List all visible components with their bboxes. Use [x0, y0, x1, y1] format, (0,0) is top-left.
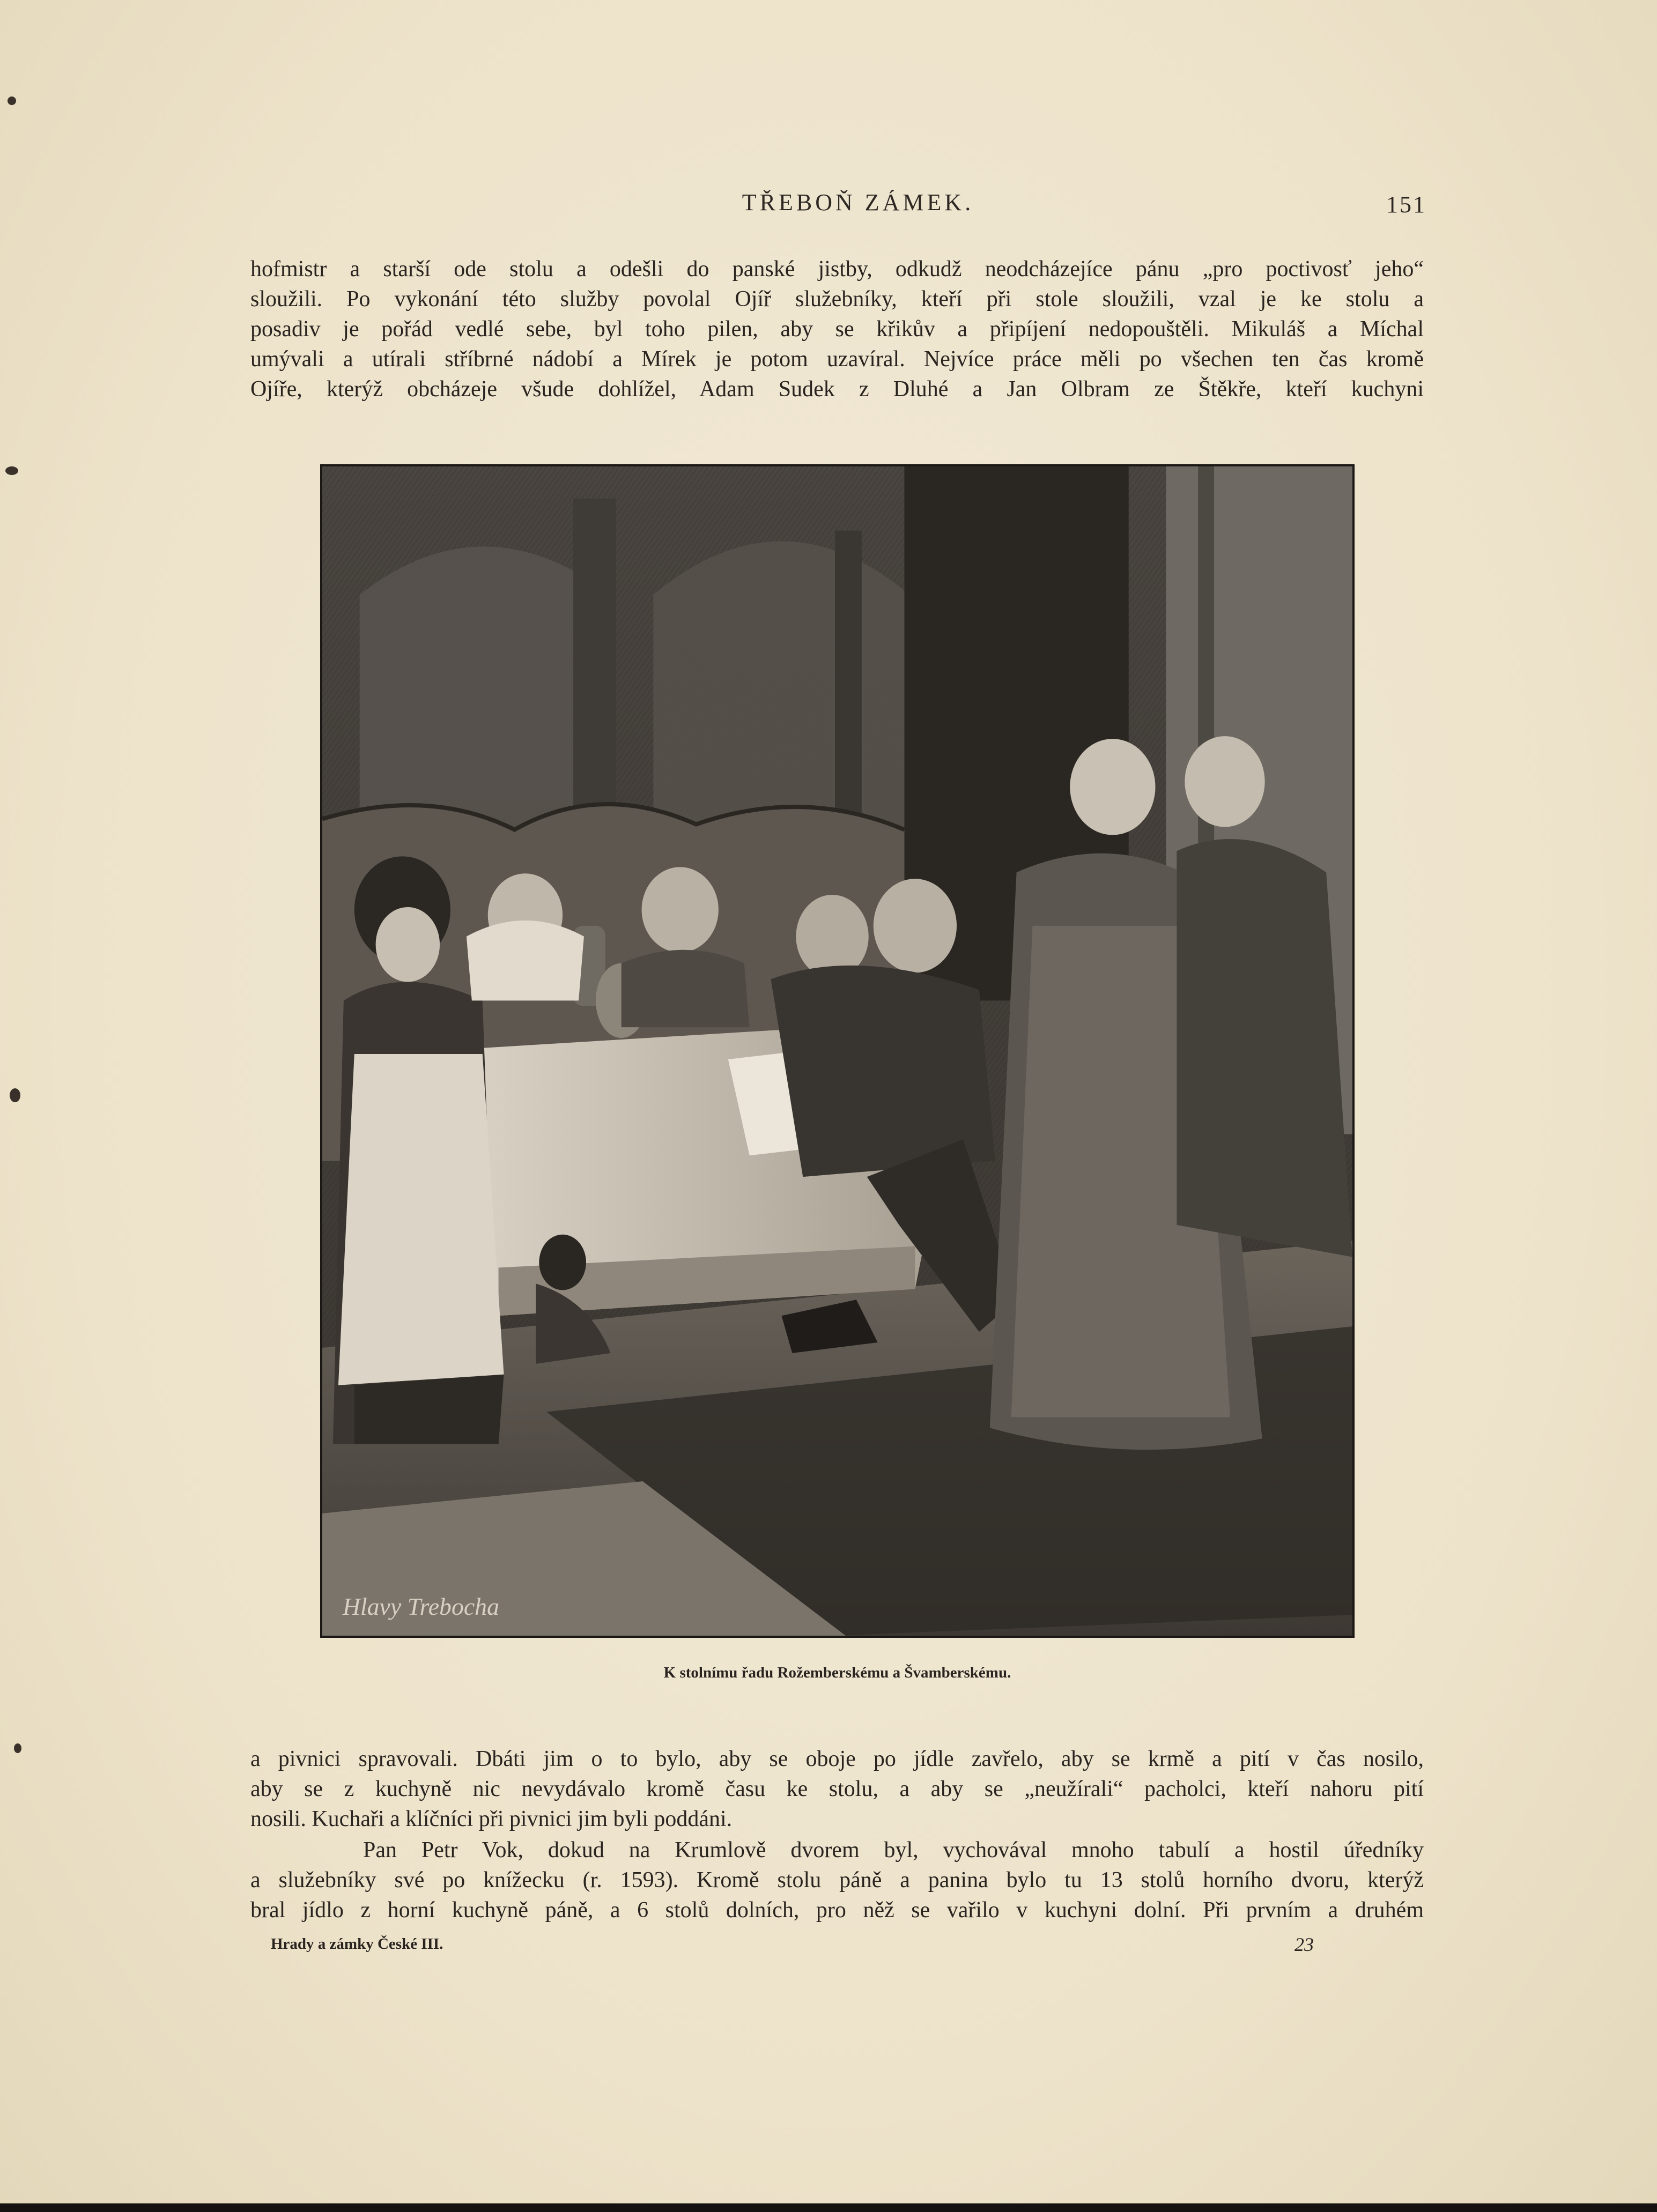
page-number: 151: [1386, 191, 1426, 218]
engraving-illustration: [322, 466, 1352, 1636]
running-head: TŘEBOŇ ZÁMEK.: [742, 189, 974, 216]
text-line: posadiv je pořád vedlé sebe, byl toho pilen, aby se křikův a připíjení nedopouštěli. Mikuláš a Míchal: [250, 317, 1424, 342]
binding-mark: [5, 466, 18, 475]
text-line: umývali a utírali stříbrné nádobí a Mírek je potom uzavíral. Nejvíce práce měli po všechen ten čas kromě: [250, 347, 1424, 372]
footer-signature-mark: 23: [1294, 1934, 1314, 1955]
text-line: hofmistr a starší ode stolu a odešli do panské jistby, odkudž neodcházejíce pánu „pro poctivosť jeho“: [250, 257, 1424, 281]
banquet-engraving: [320, 464, 1355, 1638]
footer-book-title: Hrady a zámky České III.: [271, 1935, 443, 1953]
text-line: bral jídlo z horní kuchyně páně, a 6 stolů dolních, pro něž se vařilo v kuchyni dolní. Při prvním a druhém: [250, 1898, 1424, 1922]
paragraph-continuation: [250, 254, 1424, 404]
text-line: Pan Petr Vok, dokud na Krumlově dvorem byl, vychovával mnoho tabulí a hostil úředníky: [363, 1838, 1424, 1862]
scan-edge: [0, 2203, 1657, 2212]
paragraph-continuation: [250, 1744, 1424, 1834]
binding-mark: [14, 1743, 21, 1753]
text-line: nosili. Kuchaři a klíčníci při pivnici jim byli poddáni.: [250, 1807, 733, 1831]
text-line: aby se z kuchyně nic nevydávalo kromě času ke stolu, a aby se „neužírali“ pacholci, kteří nahoru pití: [250, 1777, 1424, 1801]
paragraph: [250, 1835, 1424, 1925]
illustration-signature: Hlavy Trebocha: [342, 1593, 499, 1621]
text-line: sloužili. Po vykonání této služby povolal Ojíř služebníky, kteří při stole sloužili, vzal je ke stolu a: [250, 287, 1424, 311]
text-line: a pivnici spravovali. Dbáti jim o to bylo, aby se oboje po jídle zavřelo, aby se krmě a pití v čas nosilo,: [250, 1747, 1424, 1771]
binding-mark: [8, 97, 16, 105]
figure-caption: K stolnímu řadu Rožemberskému a Švamberskému.: [663, 1664, 1011, 1681]
text-line: a služebníky své po knížecku (r. 1593). Kromě stolu páně a panina bylo tu 13 stolů horního dvoru, kterýž: [250, 1868, 1424, 1892]
text-line: Ojíře, kterýž obcházeje všude dohlížel, Adam Sudek z Dluhé a Jan Olbram ze Štěkře, kteří kuchyni: [250, 377, 1424, 402]
binding-mark: [10, 1088, 20, 1102]
